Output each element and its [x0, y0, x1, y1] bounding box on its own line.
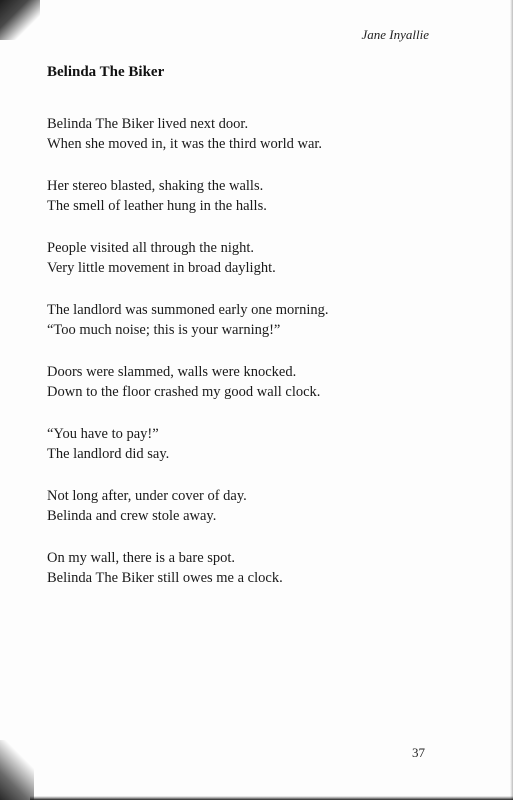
stanza-5 [47, 363, 447, 402]
poem-line: Doors were slammed, walls were knocked. [47, 364, 297, 380]
poem-line: “Too much noise; this is your warning!” [47, 321, 281, 338]
poem-line: Belinda The Biker lived next door. [47, 116, 249, 132]
stanza-1 [47, 115, 447, 154]
poem-line: Her stereo blasted, shaking the walls. [47, 178, 264, 194]
page-number: 37 [412, 745, 425, 760]
poem-line: Down to the floor crashed my good wall clock. [47, 383, 321, 400]
poem-line: Very little movement in broad daylight. [47, 259, 276, 276]
poem-title: Belinda The Biker [47, 64, 165, 80]
poem-line: People visited all through the night. [47, 240, 255, 256]
stanza-2 [47, 177, 447, 216]
stanza-4 [47, 301, 447, 340]
poem-line: Belinda and crew stole away. [47, 507, 217, 524]
scan-shadow-top-left [0, 0, 40, 40]
poem-line: The smell of leather hung in the halls. [47, 197, 267, 214]
stanza-8 [47, 549, 447, 588]
poem-line: “You have to pay!” [47, 426, 159, 442]
poem-line: When she moved in, it was the third world war. [47, 135, 323, 152]
poem-line: On my wall, there is a bare spot. [47, 550, 236, 566]
stanza-6 [47, 425, 447, 464]
running-head-author: Jane Inyallie [361, 27, 429, 42]
stanza-7 [47, 487, 447, 526]
poem-line: The landlord was summoned early one morning. [47, 302, 329, 318]
poem-line: Belinda The Biker still owes me a clock. [47, 569, 283, 586]
scan-shadow-bottom-left [0, 740, 34, 800]
poem-line: Not long after, under cover of day. [47, 488, 247, 504]
poem-body [47, 115, 447, 611]
poem-line: The landlord did say. [47, 445, 170, 462]
scan-shadow-bottom-edge [30, 796, 513, 800]
stanza-3 [47, 239, 447, 278]
